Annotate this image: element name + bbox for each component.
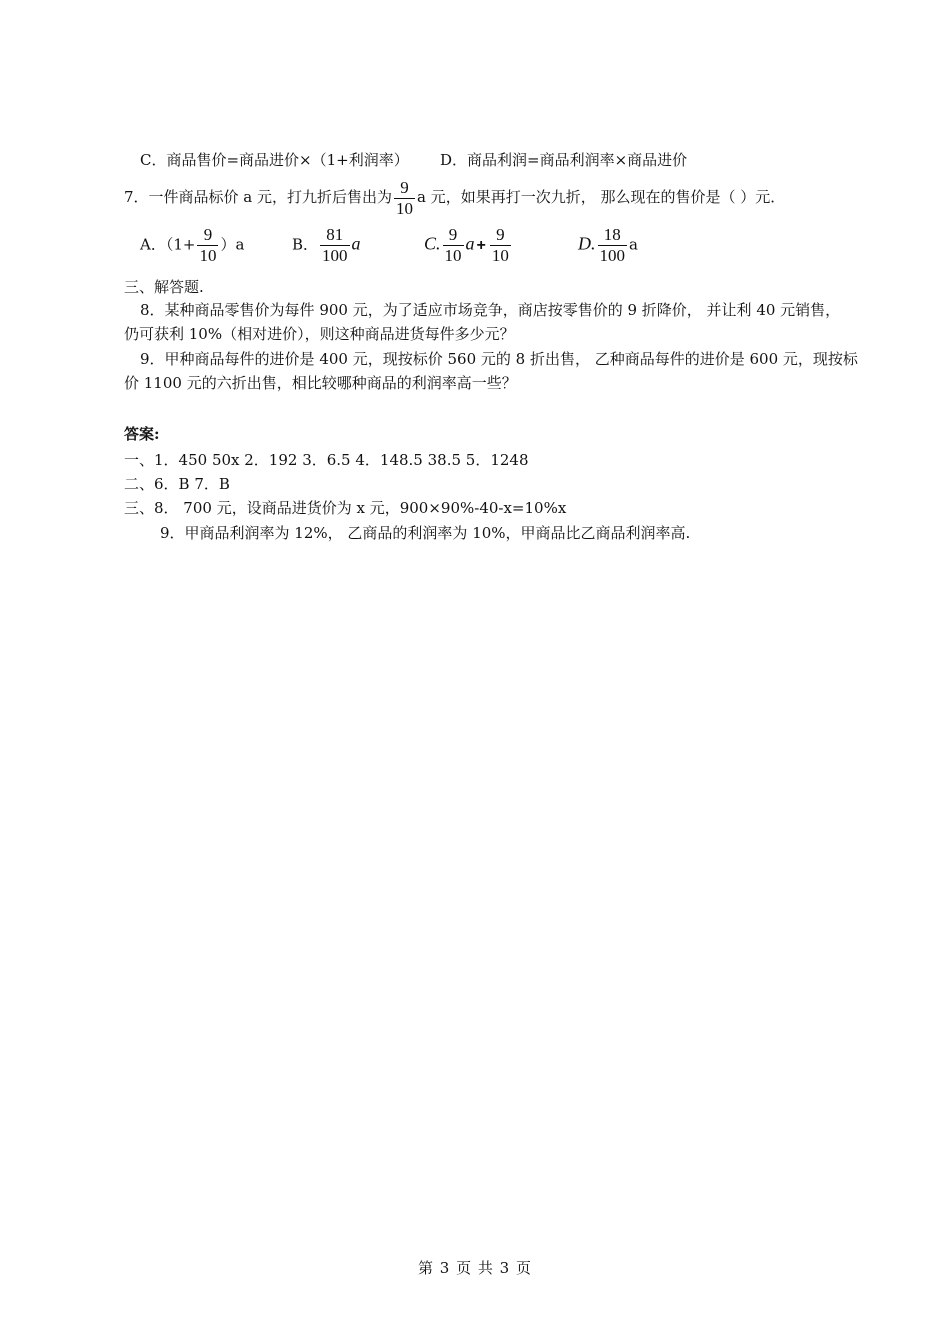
answers-line-4: 9．甲商品利润率为 12%， 乙商品的利润率为 10%，甲商品比乙商品利润率高. [160, 524, 691, 542]
q7-option-c-fraction-1 [443, 225, 464, 266]
answers-line-2: 二、6．B 7．B [124, 475, 230, 493]
q7-option-c-plus: + [476, 236, 486, 254]
frac-den: 10 [491, 246, 509, 265]
frac-num: 9 [203, 225, 213, 244]
q6-option-c: C．商品售价=商品进价×（1+利润率） [140, 151, 409, 169]
q7-option-a-label: A．（1+ [140, 235, 196, 254]
q8-line-1: 8．某种商品零售价为每件 900 元，为了适应市场竞争，商店按零售价的 9 折降价， 并让利 40 元销售， [140, 301, 841, 319]
q7-option-b-var: a [351, 233, 361, 254]
q7-option-a-fraction [197, 225, 218, 266]
frac-num: 9 [448, 225, 458, 244]
frac-den: 100 [599, 246, 625, 265]
q9-line-1: 9．甲种商品每件的进价是 400 元，现按标价 560 元的 8 折出售， 乙种商品每件的进价是 600 元，现按标 [140, 350, 858, 368]
frac-num: 81 [326, 225, 344, 244]
section3-title: 三、解答题. [124, 278, 204, 296]
frac-den: 10 [199, 246, 217, 265]
answers-line-3: 三、8． 700 元，设商品进货价为 x 元，900×90%-40-x=10%x [124, 499, 567, 517]
q7-option-c-fraction-2 [490, 225, 511, 266]
q7-option-d-suffix: a [629, 235, 638, 254]
q7-option-c [424, 225, 513, 266]
answers-line-1: 一、1．450 50x 2．192 3．6.5 4．148.5 38.5 5．1248 [124, 451, 529, 469]
frac-den: 100 [322, 246, 348, 265]
frac-num: 18 [603, 225, 621, 244]
frac-num: 9 [496, 225, 505, 244]
q7-option-b-label: B． [292, 235, 319, 254]
q7-frac-den: 10 [396, 198, 414, 218]
q7-option-a [140, 225, 244, 266]
page-footer: 第 3 页 共 3 页 [418, 1259, 532, 1277]
q7-option-a-suffix: ）a [220, 235, 245, 254]
q8-line-2: 仍可获利 10%（相对进价），则这种商品进货每件多少元？ [124, 325, 515, 343]
q7-option-d-fraction [598, 225, 628, 266]
q7-option-c-label: C. [424, 233, 441, 254]
q6-option-d: D．商品利润=商品利润率×商品进价 [440, 151, 688, 169]
q7-frac-num: 9 [400, 177, 409, 197]
q7-option-b [292, 225, 361, 266]
q7-option-d [578, 225, 638, 266]
frac-den: 10 [444, 246, 462, 265]
q7-suffix: a 元，如果再打一次九折， 那么现在的售价是（ ）元． [417, 188, 786, 206]
q7-option-c-var: a [465, 233, 475, 254]
q7-fraction [394, 178, 415, 219]
q7-option-b-fraction [320, 225, 350, 266]
answers-title: 答案: [124, 425, 160, 443]
q7-option-d-label: D. [578, 233, 596, 254]
q7-stem [124, 175, 785, 219]
q7-prefix: 7．一件商品标价 a 元，打九折后售出为 [124, 188, 393, 206]
q9-line-2: 价 1100 元的六折出售，相比较哪种商品的利润率高一些？ [124, 374, 517, 392]
